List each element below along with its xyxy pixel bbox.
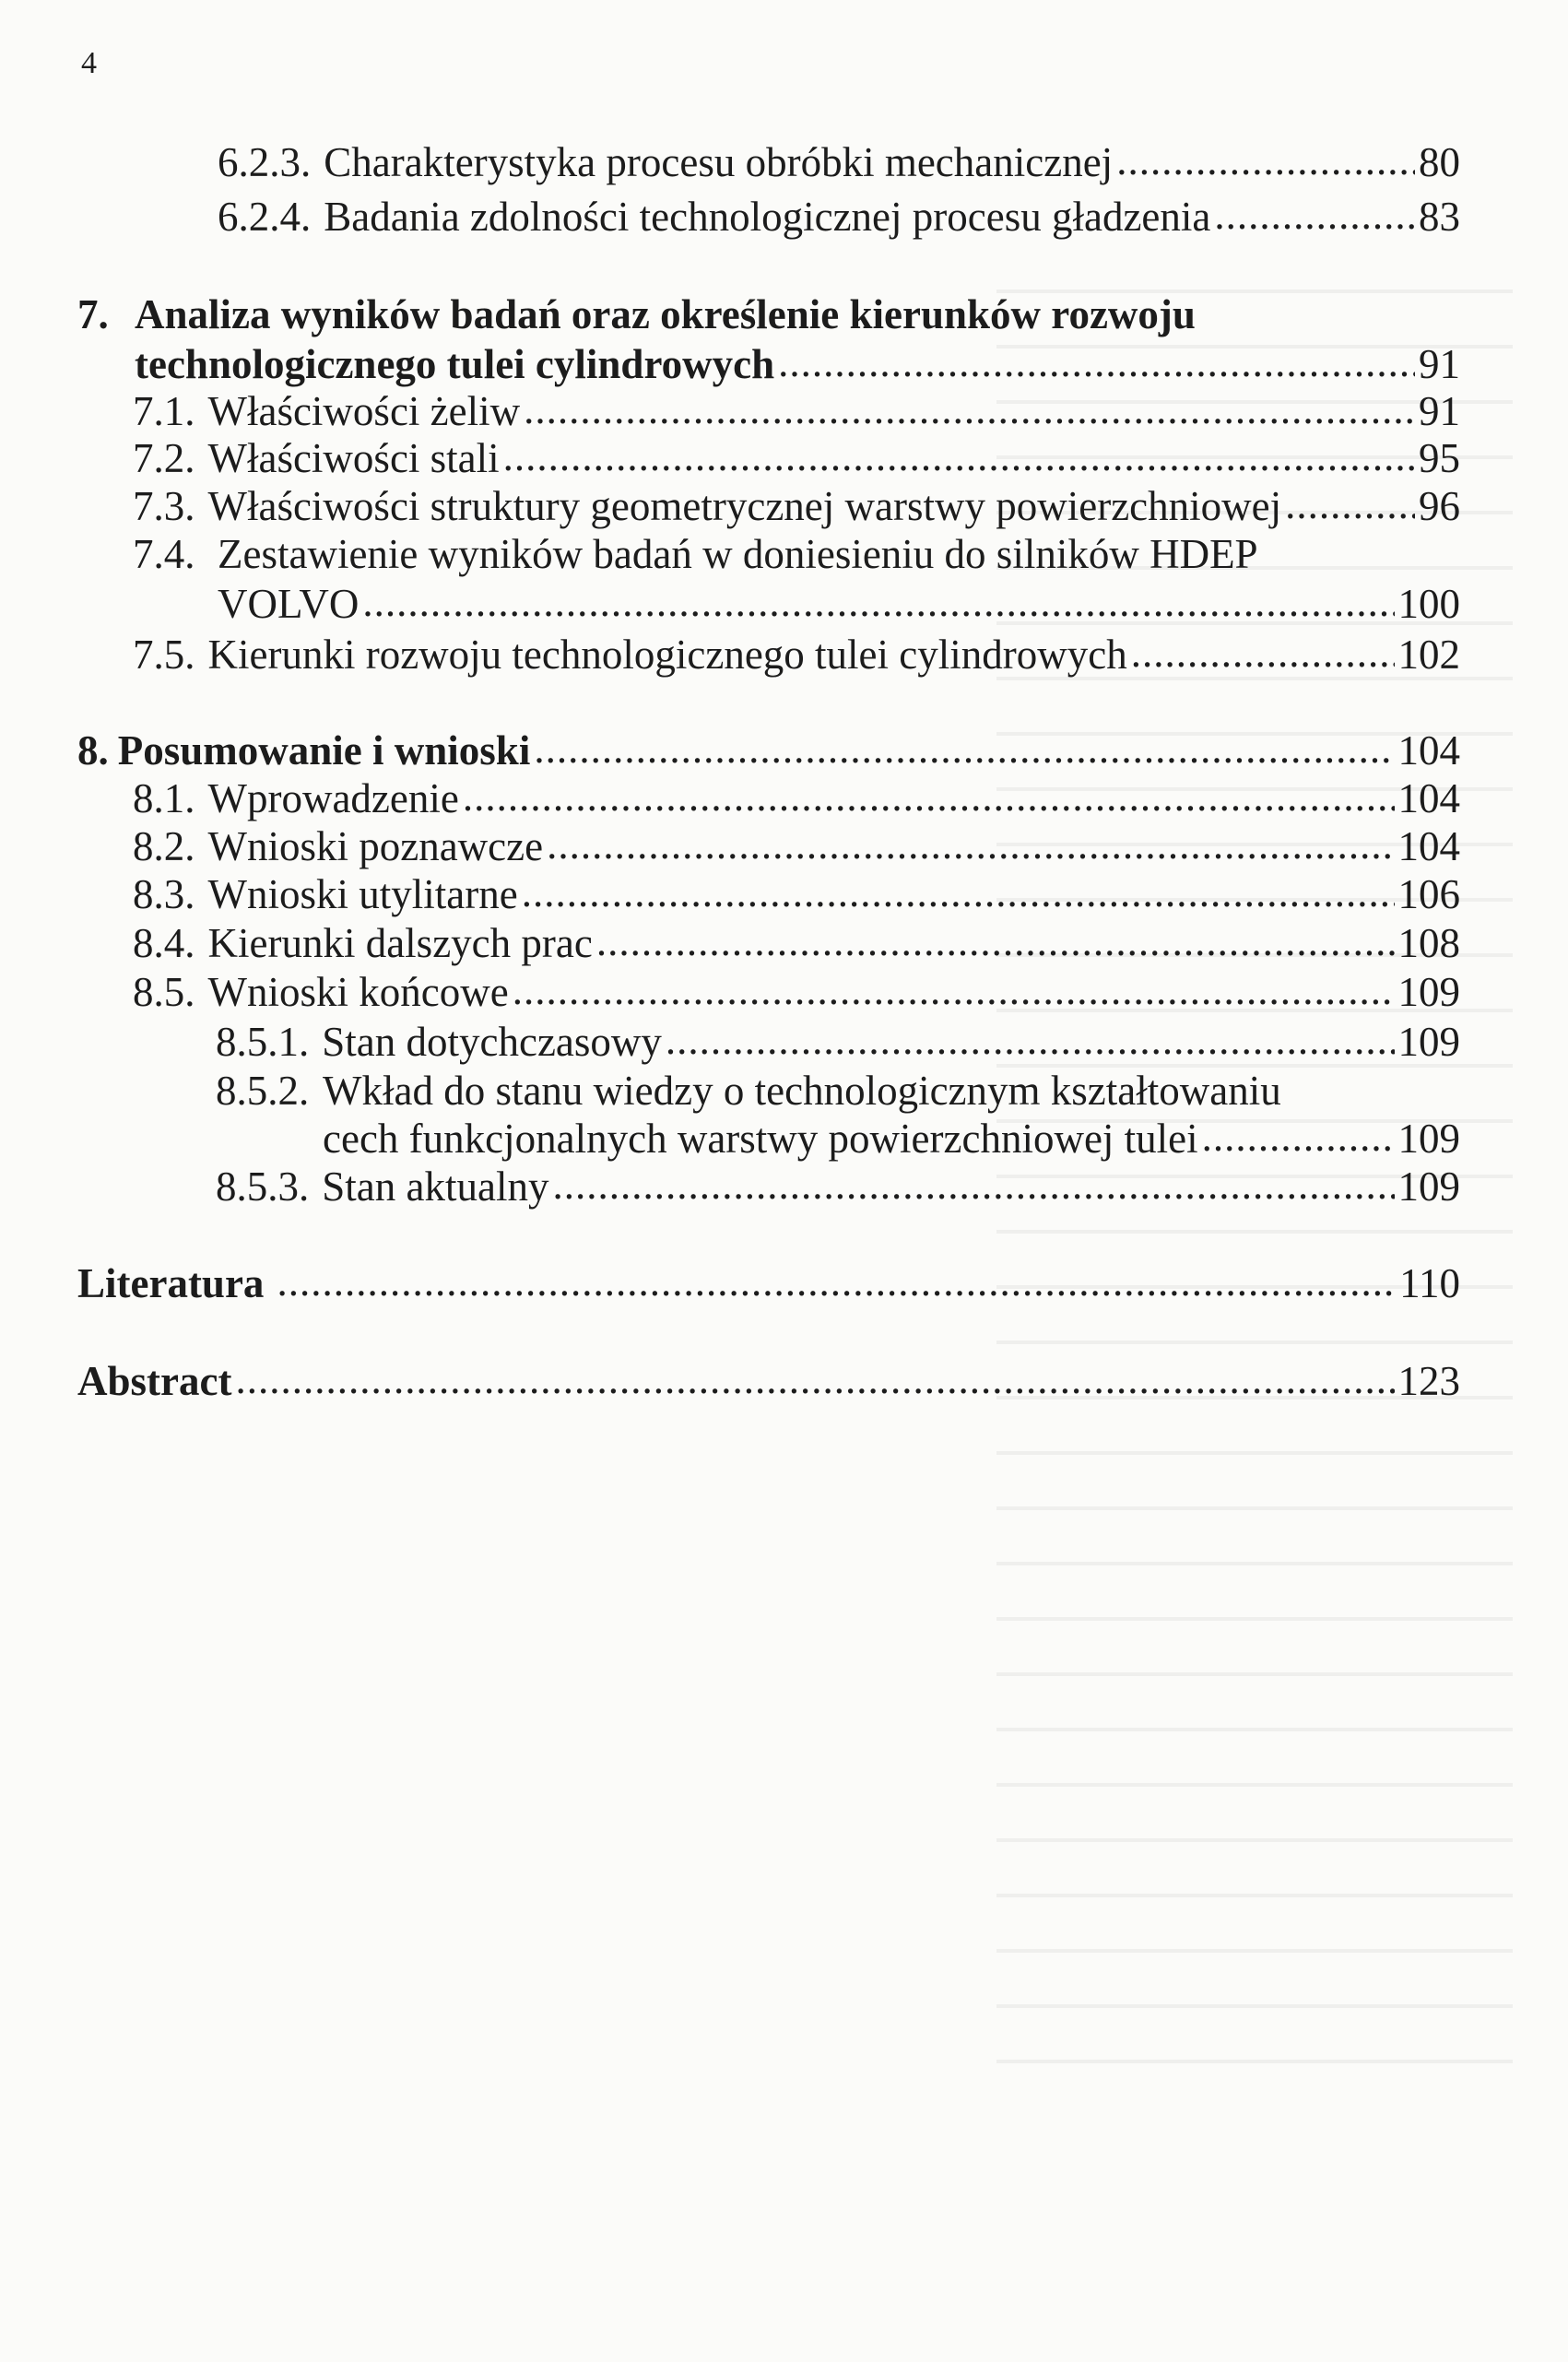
toc-entry-number: 8.5.2. — [216, 1068, 310, 1114]
toc-entry-7-4 — [218, 578, 1460, 630]
toc-entry-8-5-1 — [216, 1016, 1460, 1068]
toc-entry-number: 7.1. — [133, 388, 195, 434]
toc-entry-page: 109 — [1397, 969, 1460, 1015]
dot-leader — [1116, 135, 1415, 186]
toc-entry-page: 108 — [1397, 920, 1460, 966]
toc-entry-title: Literatura — [77, 1260, 265, 1306]
toc-entry-7-1 — [133, 385, 1460, 437]
toc-entry-title: Stan aktualny — [322, 1163, 549, 1210]
toc-entry-title: Właściwości struktury geometrycznej warstwy powierzchniowej — [207, 483, 1282, 529]
toc-entry-page: 91 — [1419, 388, 1460, 434]
toc-entry-page: 104 — [1397, 823, 1460, 869]
dot-leader — [547, 819, 1394, 870]
toc-heading-7-line1 — [77, 289, 1196, 340]
toc-entry-title: Badania zdolności technologicznej procesu gładzenia — [324, 194, 1211, 240]
toc-entry-6-2-4 — [218, 191, 1460, 242]
toc-entry-number: 8.5.3. — [216, 1163, 310, 1210]
toc-heading-7 — [135, 338, 1460, 390]
toc-entry-8-5-3 — [216, 1161, 1460, 1212]
dot-leader — [1202, 1111, 1395, 1163]
dot-leader — [1285, 478, 1415, 530]
dot-leader — [596, 915, 1395, 967]
dot-leader — [235, 1353, 1394, 1405]
toc-entry-page: 95 — [1419, 435, 1460, 481]
toc-entry-number: 8.3. — [133, 871, 195, 917]
toc-entry-title: Kierunki dalszych prac — [207, 920, 593, 966]
toc-heading-literatura — [77, 1258, 1460, 1309]
toc-entry-8-3 — [133, 868, 1460, 920]
page-number: 4 — [81, 46, 97, 80]
toc-entry-number: 8.5.1. — [216, 1019, 310, 1065]
toc-entry-number: 6.2.3. — [218, 139, 312, 185]
dot-leader — [503, 431, 1415, 482]
dot-leader — [1214, 189, 1415, 241]
toc-entry-title: technologicznego tulei cylindrowych — [135, 341, 775, 387]
toc-entry-7-3 — [133, 480, 1460, 532]
toc-entry-page: 109 — [1397, 1019, 1460, 1065]
toc-entry-page: 96 — [1419, 483, 1460, 529]
dot-leader — [534, 723, 1394, 774]
toc-entry-page: 110 — [1399, 1260, 1460, 1306]
dot-leader — [524, 384, 1415, 435]
toc-entry-title: Charakterystyka procesu obróbki mechanicznej — [324, 139, 1114, 185]
toc-entry-number: 8.5. — [133, 969, 195, 1015]
toc-entry-number: 7. — [77, 291, 109, 337]
toc-heading-abstract — [77, 1355, 1460, 1407]
toc-entry-page: 104 — [1397, 775, 1460, 821]
toc-entry-title: Wnioski utylitarne — [207, 871, 518, 917]
toc-entry-title: Wprowadzenie — [207, 775, 459, 821]
toc-entry-page: 102 — [1397, 632, 1460, 678]
dot-leader — [552, 1159, 1394, 1211]
toc-entry-title-line1: Zestawienie wyników badań w doniesieniu do silników HDEP — [218, 531, 1258, 577]
toc-entry-title: Posumowanie i wnioski — [117, 727, 531, 774]
dot-leader — [362, 576, 1394, 628]
toc-entry-number: 7.3. — [133, 483, 195, 529]
toc-entry-title: VOLVO — [218, 581, 360, 627]
dot-leader — [1131, 627, 1395, 679]
toc-entry-page: 109 — [1397, 1163, 1460, 1210]
toc-entry-title: Kierunki rozwoju technologicznego tulei cylindrowych — [207, 632, 1127, 678]
toc-entry-number: 6.2.4. — [218, 194, 312, 240]
dot-leader — [463, 771, 1395, 822]
toc-entry-page: 83 — [1419, 194, 1460, 240]
toc-entry-7-4-line1 — [133, 528, 1258, 580]
toc-entry-title-line1: Analiza wyników badań oraz określenie kierunków rozwoju — [135, 291, 1196, 337]
toc-entry-title: Stan dotychczasowy — [322, 1019, 662, 1065]
dot-leader — [778, 337, 1415, 388]
toc-entry-8-4 — [133, 917, 1460, 969]
toc-entry-title-line1: Wkład do stanu wiedzy o technologicznym kształtowaniu — [323, 1068, 1281, 1114]
toc-entry-number: 8. — [77, 727, 109, 774]
toc-entry-7-2 — [133, 432, 1460, 484]
toc-heading-8 — [77, 725, 1460, 776]
toc-entry-page: 123 — [1397, 1358, 1460, 1404]
toc-entry-8-2 — [133, 821, 1460, 872]
toc-entry-6-2-3 — [218, 136, 1460, 188]
toc-entry-number: 7.2. — [133, 435, 195, 481]
toc-entry-number: 8.2. — [133, 823, 195, 869]
toc-entry-8-5-2-line1 — [216, 1065, 1281, 1116]
toc-entry-page: 80 — [1419, 139, 1460, 185]
toc-entry-title: Wnioski końcowe — [207, 969, 509, 1015]
toc-entry-8-1 — [133, 773, 1460, 824]
toc-entry-page: 104 — [1397, 727, 1460, 774]
toc-entry-number: 7.4. — [133, 531, 195, 577]
toc-entry-7-5 — [133, 629, 1460, 680]
dot-leader — [277, 1256, 1396, 1307]
toc-entry-8-5 — [133, 966, 1460, 1018]
toc-entry-8-5-2 — [323, 1113, 1460, 1164]
dot-leader — [666, 1014, 1395, 1066]
toc-entry-page: 109 — [1397, 1116, 1460, 1162]
toc-entry-number: 7.5. — [133, 632, 195, 678]
toc-entry-title: Właściwości stali — [207, 435, 500, 481]
toc-entry-title: Abstract — [77, 1358, 232, 1404]
toc-entry-page: 100 — [1397, 581, 1460, 627]
toc-entry-page: 91 — [1419, 341, 1460, 387]
toc-entry-page: 106 — [1397, 871, 1460, 917]
toc-entry-number: 8.4. — [133, 920, 195, 966]
dot-leader — [522, 867, 1395, 918]
toc-entry-title: cech funkcjonalnych warstwy powierzchniowej tulei — [323, 1116, 1198, 1162]
toc-entry-title: Wnioski poznawcze — [207, 823, 544, 869]
toc-entry-title: Właściwości żeliw — [207, 388, 521, 434]
toc-entry-number: 8.1. — [133, 775, 195, 821]
dot-leader — [513, 964, 1395, 1016]
